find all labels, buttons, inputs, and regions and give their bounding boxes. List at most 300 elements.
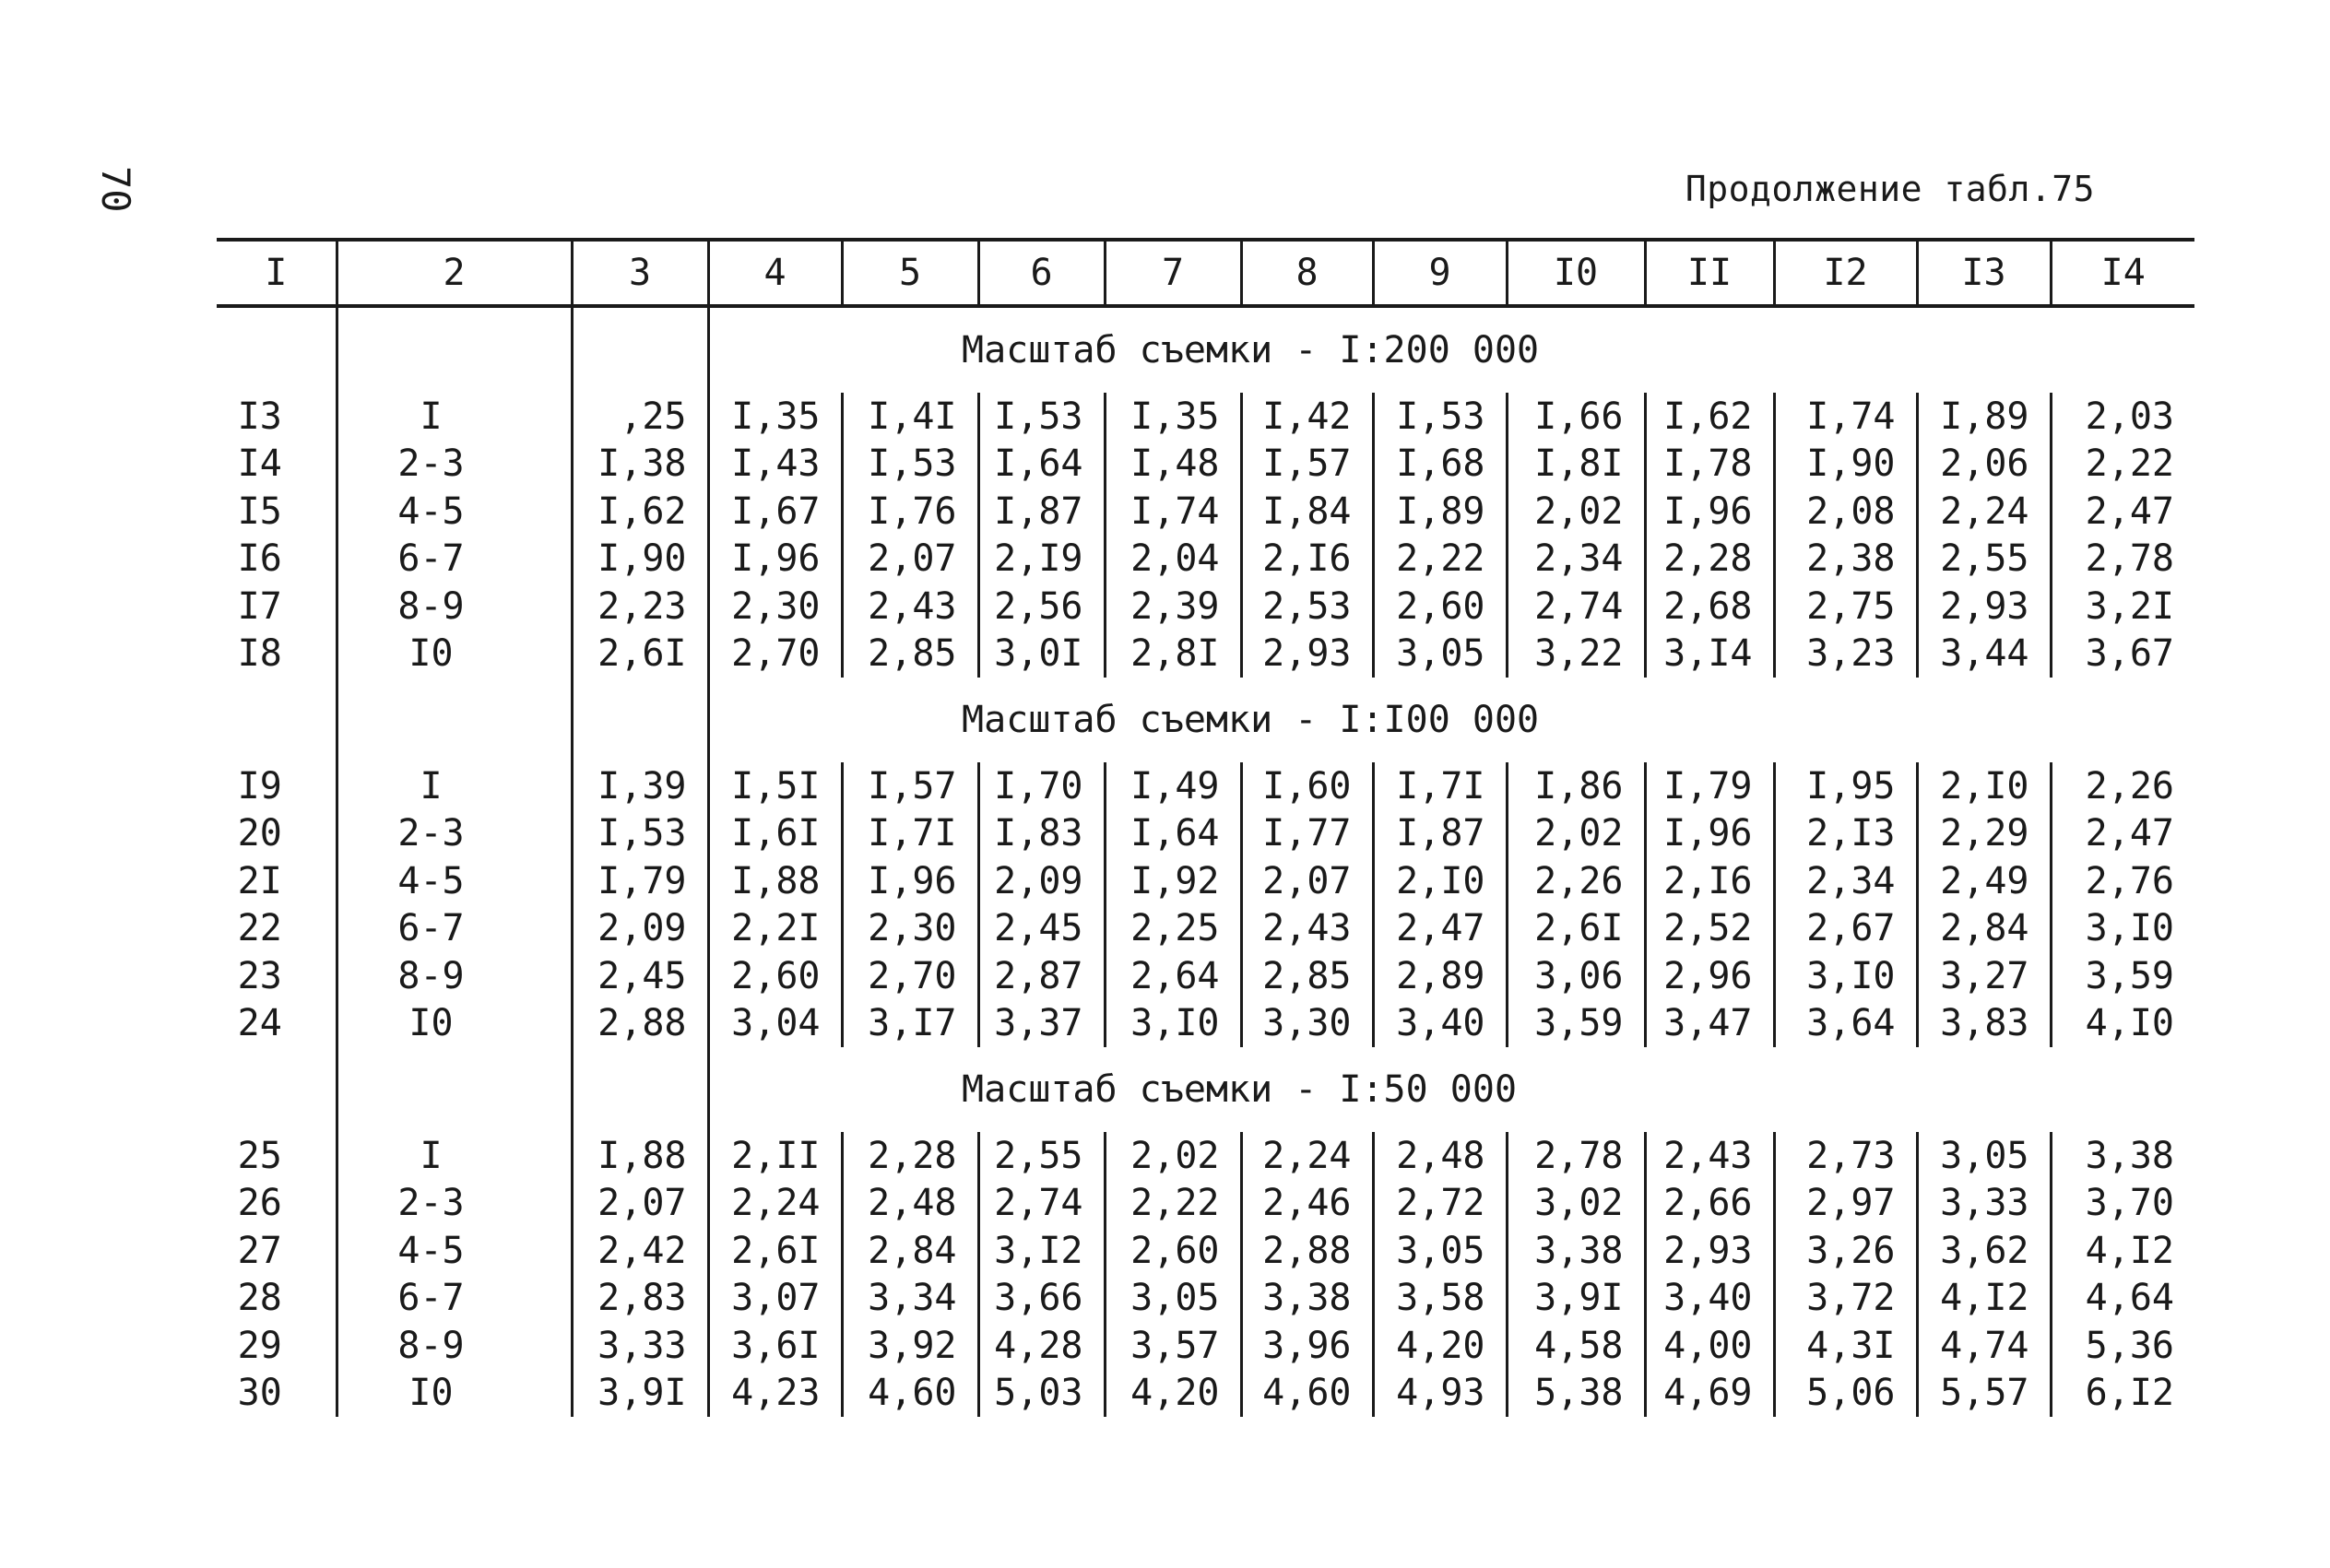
table-cell: 3,40 [1645, 1275, 1774, 1323]
table-caption: Продолжение табл.75 [1685, 169, 2095, 209]
table-cell: I6 [237, 537, 282, 581]
table-row [217, 1370, 2194, 1418]
table-cell: 26 [237, 1182, 282, 1225]
column-header-12: I2 [1774, 240, 1917, 306]
table-cell: 2,56 [978, 583, 1105, 631]
table-cell: I,76 [842, 488, 978, 536]
table-cell: 2,42 [572, 1227, 708, 1275]
table-cell: I,87 [1373, 810, 1507, 858]
table-cell: 2,09 [572, 905, 708, 953]
table-cell: 4,64 [2051, 1275, 2194, 1323]
table-cell: 3,92 [842, 1322, 978, 1370]
table-cell: 3,22 [1507, 631, 1645, 678]
table-row [217, 810, 2194, 858]
table-cell: 4,60 [842, 1370, 978, 1418]
table-cell: 4,20 [1373, 1322, 1507, 1370]
table-cell: 2,02 [1507, 488, 1645, 536]
table-cell: 2-3 [337, 810, 572, 858]
table-cell: I,92 [1105, 857, 1241, 905]
table-cell: 2,53 [1241, 583, 1373, 631]
table-cell: 2,73 [1774, 1132, 1917, 1180]
table-cell: 2,78 [1507, 1132, 1645, 1180]
table-cell: 4,I0 [2051, 1000, 2194, 1048]
table-cell: I,49 [1105, 762, 1241, 810]
table-cell: 3,40 [1373, 1000, 1507, 1048]
table-cell: I4 [237, 442, 282, 486]
table-cell: I,42 [1241, 393, 1373, 441]
table-cell: 2,70 [708, 631, 842, 678]
table-cell: 2,60 [1105, 1227, 1241, 1275]
table-row [217, 536, 2194, 584]
table-cell: I,8I [1507, 441, 1645, 489]
table-cell: 3,I0 [2051, 905, 2194, 953]
table-cell: 8-9 [337, 583, 572, 631]
table-cell: 2,I6 [1241, 536, 1373, 584]
table-cell: I,89 [1917, 393, 2051, 441]
table-cell: 5,57 [1917, 1370, 2051, 1418]
table-cell: I,79 [572, 857, 708, 905]
section-spacer-cell [337, 306, 572, 393]
table-cell: I,68 [1373, 441, 1507, 489]
table-body [217, 306, 2194, 1417]
table-cell: 2,48 [842, 1180, 978, 1228]
column-header-2: 2 [337, 240, 572, 306]
table-cell: 20 [237, 812, 282, 855]
table-cell: 2,76 [2051, 857, 2194, 905]
table-cell: I,96 [708, 536, 842, 584]
table-cell: 3,44 [1917, 631, 2051, 678]
section-spacer-cell [708, 678, 842, 762]
table-cell: 5,38 [1507, 1370, 1645, 1418]
table-cell: 2,84 [842, 1227, 978, 1275]
column-header-1: I [265, 252, 288, 294]
table-cell: 3,I0 [1105, 1000, 1241, 1048]
table-cell: ,25 [572, 393, 708, 441]
table-cell: 2,89 [1373, 952, 1507, 1000]
data-table [217, 238, 2194, 1417]
table-row [217, 393, 2194, 441]
table-cell: 3,37 [978, 1000, 1105, 1048]
table-cell: I,62 [1645, 393, 1774, 441]
table-cell: I,7I [1373, 762, 1507, 810]
table-cell: 2,43 [1645, 1132, 1774, 1180]
table-cell: 3,9I [572, 1370, 708, 1418]
table-cell: 4,I2 [2051, 1227, 2194, 1275]
table-cell: I5 [237, 489, 282, 533]
table-cell: 3,59 [2051, 952, 2194, 1000]
table-cell: 28 [237, 1277, 282, 1320]
table-cell: I,35 [1105, 393, 1241, 441]
table-cell: I,6I [708, 810, 842, 858]
table-cell: I,95 [1774, 762, 1917, 810]
table-cell: I,84 [1241, 488, 1373, 536]
table-cell: 2,70 [842, 952, 978, 1000]
column-header-8: 8 [1241, 240, 1373, 306]
table-cell: I,43 [708, 441, 842, 489]
table-cell: 4,23 [708, 1370, 842, 1418]
table-cell: 3,70 [2051, 1180, 2194, 1228]
table-cell: 2,43 [842, 583, 978, 631]
table-cell: I,53 [978, 393, 1105, 441]
table-row [217, 631, 2194, 678]
section-title: Масштаб съемки - I:I00 000 [962, 699, 1540, 741]
table-cell: I [337, 393, 572, 441]
table-cell: 2,07 [842, 536, 978, 584]
table-cell: 3,04 [708, 1000, 842, 1048]
table-cell: I,83 [978, 810, 1105, 858]
table-cell: 3,47 [1645, 1000, 1774, 1048]
table-cell: 2,93 [1241, 631, 1373, 678]
table-cell: 2,34 [1507, 536, 1645, 584]
table-cell: 2,06 [1917, 441, 2051, 489]
table-cell: 2,75 [1774, 583, 1917, 631]
section-spacer-cell [572, 306, 708, 393]
table-cell: 2,43 [1241, 905, 1373, 953]
table-cell: 3,07 [708, 1275, 842, 1323]
table-cell: 2,96 [1645, 952, 1774, 1000]
table-cell: 2,2I [708, 905, 842, 953]
table-cell: 29 [237, 1324, 282, 1367]
table-cell: 3,05 [1373, 631, 1507, 678]
section-spacer-cell [572, 678, 708, 762]
table-cell: 2I [237, 859, 282, 902]
table-cell: I,96 [842, 857, 978, 905]
table-cell: 2,6I [1507, 905, 1645, 953]
table-row [217, 952, 2194, 1000]
table-cell: I,78 [1645, 441, 1774, 489]
table-cell: 2,24 [1917, 488, 2051, 536]
table-cell: 6-7 [337, 536, 572, 584]
section-title: Масштаб съемки - I:200 000 [962, 329, 1540, 371]
table-cell: 4-5 [337, 488, 572, 536]
table-cell: I7 [237, 584, 282, 628]
table-cell: 6-7 [337, 905, 572, 953]
table-cell: 4,60 [1241, 1370, 1373, 1418]
table-cell: 2,55 [1917, 536, 2051, 584]
table-cell: 2,22 [1373, 536, 1507, 584]
table-cell: 2,48 [1373, 1132, 1507, 1180]
section-title: Масштаб съемки - I:50 000 [962, 1068, 1518, 1111]
table-cell: 2,26 [2051, 762, 2194, 810]
table-cell: 2,68 [1645, 583, 1774, 631]
table-cell: 2,74 [978, 1180, 1105, 1228]
table-cell: 2,47 [2051, 488, 2194, 536]
table-cell: I,86 [1507, 762, 1645, 810]
table-header [217, 240, 2194, 306]
table-cell: I,53 [572, 810, 708, 858]
section-spacer-cell [708, 306, 842, 393]
table-cell: I,90 [572, 536, 708, 584]
table-cell: 4,I2 [1917, 1275, 2051, 1323]
table-cell: 2,46 [1241, 1180, 1373, 1228]
table-cell: 2,I6 [1645, 857, 1774, 905]
section-spacer-cell [572, 1047, 708, 1132]
table-cell: 2,I3 [1774, 810, 1917, 858]
table-cell: 5,06 [1774, 1370, 1917, 1418]
table-cell: 2,47 [1373, 905, 1507, 953]
table-cell: 3,59 [1507, 1000, 1645, 1048]
table-cell: I0 [337, 1000, 572, 1048]
section-heading-row [217, 678, 2194, 762]
table-row [217, 441, 2194, 489]
table-row [217, 762, 2194, 810]
table-cell: 2,45 [978, 905, 1105, 953]
table-cell: 2,64 [1105, 952, 1241, 1000]
table-row [217, 857, 2194, 905]
table-cell: I,53 [1373, 393, 1507, 441]
table-cell: 2,II [708, 1132, 842, 1180]
table-cell: 6-7 [337, 1275, 572, 1323]
table-cell: 3,64 [1774, 1000, 1917, 1048]
table-cell: 2,49 [1917, 857, 2051, 905]
table-cell: 3,I2 [978, 1227, 1105, 1275]
table-cell: I,88 [572, 1132, 708, 1180]
data-table-container [217, 238, 2194, 1417]
table-cell: 3,05 [1917, 1132, 2051, 1180]
table-cell: I,57 [842, 762, 978, 810]
table-cell: 4,28 [978, 1322, 1105, 1370]
table-cell: 23 [237, 954, 282, 997]
table-cell: 5,36 [2051, 1322, 2194, 1370]
table-cell: I,74 [1105, 488, 1241, 536]
table-cell: 2,I0 [1917, 762, 2051, 810]
section-spacer-cell [217, 1047, 337, 1132]
column-header-9: 9 [1373, 240, 1507, 306]
section-spacer-cell [337, 1047, 572, 1132]
table-cell: 3,I4 [1645, 631, 1774, 678]
table-cell: 4-5 [337, 857, 572, 905]
table-cell: 2,07 [572, 1180, 708, 1228]
table-cell: 2,93 [1917, 583, 2051, 631]
table-row [217, 1227, 2194, 1275]
table-cell: 3,05 [1105, 1275, 1241, 1323]
table-cell: 2,88 [1241, 1227, 1373, 1275]
table-cell: 3,0I [978, 631, 1105, 678]
table-cell: 2,23 [572, 583, 708, 631]
table-cell: 3,27 [1917, 952, 2051, 1000]
table-cell: I0 [337, 1370, 572, 1418]
table-row [217, 905, 2194, 953]
table-cell: I,7I [842, 810, 978, 858]
table-cell: 2,93 [1645, 1227, 1774, 1275]
table-cell: 2,6I [572, 631, 708, 678]
table-cell: 3,38 [1241, 1275, 1373, 1323]
table-cell: I,96 [1645, 488, 1774, 536]
section-spacer-cell [217, 678, 337, 762]
table-cell: 3,58 [1373, 1275, 1507, 1323]
table-cell: 8-9 [337, 1322, 572, 1370]
column-header-14: I4 [2051, 240, 2194, 306]
table-cell: 4,58 [1507, 1322, 1645, 1370]
table-cell: 2,28 [1645, 536, 1774, 584]
table-cell: 3,67 [2051, 631, 2194, 678]
table-cell: I,89 [1373, 488, 1507, 536]
table-cell: I3 [237, 395, 282, 438]
table-cell: 4,74 [1917, 1322, 2051, 1370]
column-header-5: 5 [842, 240, 978, 306]
table-row [217, 1132, 2194, 1180]
table-cell: 2,22 [1105, 1180, 1241, 1228]
table-cell: 4,20 [1105, 1370, 1241, 1418]
table-cell: I0 [337, 631, 572, 678]
table-cell: 2,83 [572, 1275, 708, 1323]
table-cell: 25 [237, 1134, 282, 1177]
table-cell: 3,23 [1774, 631, 1917, 678]
table-cell: I,87 [978, 488, 1105, 536]
table-cell: I,62 [572, 488, 708, 536]
table-cell: 2,03 [2051, 393, 2194, 441]
table-cell: 2,84 [1917, 905, 2051, 953]
table-cell: 2,78 [2051, 536, 2194, 584]
table-cell: 6,I2 [2051, 1370, 2194, 1418]
table-cell: 3,66 [978, 1275, 1105, 1323]
table-row [217, 1000, 2194, 1048]
table-cell: I,90 [1774, 441, 1917, 489]
table-cell: 2,60 [708, 952, 842, 1000]
table-cell: 2,85 [1241, 952, 1373, 1000]
table-row [217, 1180, 2194, 1228]
table-cell: 2,66 [1645, 1180, 1774, 1228]
table-row [217, 1275, 2194, 1323]
table-cell: I,53 [842, 441, 978, 489]
table-cell: I,60 [1241, 762, 1373, 810]
table-cell: 4,93 [1373, 1370, 1507, 1418]
table-cell: 2,34 [1774, 857, 1917, 905]
table-cell: 3,83 [1917, 1000, 2051, 1048]
table-cell: 3,9I [1507, 1275, 1645, 1323]
table-cell: 3,06 [1507, 952, 1645, 1000]
section-spacer-cell [708, 1047, 842, 1132]
table-cell: 2,02 [1507, 810, 1645, 858]
table-cell: 2,72 [1373, 1180, 1507, 1228]
column-header-4: 4 [708, 240, 842, 306]
table-cell: 3,57 [1105, 1322, 1241, 1370]
table-cell: 3,30 [1241, 1000, 1373, 1048]
section-spacer-cell [217, 306, 337, 393]
table-cell: 3,26 [1774, 1227, 1917, 1275]
column-header-13: I3 [1917, 240, 2051, 306]
table-cell: 4-5 [337, 1227, 572, 1275]
column-header-3: 3 [572, 240, 708, 306]
table-cell: I [337, 1132, 572, 1180]
table-cell: 5,03 [978, 1370, 1105, 1418]
table-cell: 2,87 [978, 952, 1105, 1000]
table-cell: 3,62 [1917, 1227, 2051, 1275]
table-cell: 2-3 [337, 1180, 572, 1228]
table-cell: I,5I [708, 762, 842, 810]
table-cell: 2,29 [1917, 810, 2051, 858]
table-cell: 2,30 [708, 583, 842, 631]
table-cell: 2,55 [978, 1132, 1105, 1180]
table-cell: 2,24 [1241, 1132, 1373, 1180]
table-cell: 2,22 [2051, 441, 2194, 489]
table-cell: 2,85 [842, 631, 978, 678]
section-heading-row [217, 306, 2194, 393]
table-cell: I,64 [1105, 810, 1241, 858]
table-cell: I,48 [1105, 441, 1241, 489]
table-cell: I,38 [572, 441, 708, 489]
column-header-7: 7 [1105, 240, 1241, 306]
table-cell: 8-9 [337, 952, 572, 1000]
table-cell: 2,07 [1241, 857, 1373, 905]
table-cell: 3,38 [2051, 1132, 2194, 1180]
table-cell: 2,47 [2051, 810, 2194, 858]
table-cell: 3,02 [1507, 1180, 1645, 1228]
table-cell: 30 [237, 1372, 282, 1415]
table-cell: 2,88 [572, 1000, 708, 1048]
table-cell: I9 [237, 764, 282, 808]
page-number: 70 [93, 166, 138, 213]
table-cell: 3,96 [1241, 1322, 1373, 1370]
table-cell: 3,38 [1507, 1227, 1645, 1275]
table-cell: I,39 [572, 762, 708, 810]
table-cell: 2,39 [1105, 583, 1241, 631]
table-cell: I,77 [1241, 810, 1373, 858]
table-row [217, 1322, 2194, 1370]
table-cell: 2,02 [1105, 1132, 1241, 1180]
table-row [217, 583, 2194, 631]
table-cell: 4,3I [1774, 1322, 1917, 1370]
table-cell: 2,08 [1774, 488, 1917, 536]
section-heading-row [217, 1047, 2194, 1132]
table-cell: 2,04 [1105, 536, 1241, 584]
table-cell: 4,00 [1645, 1322, 1774, 1370]
table-cell: 22 [237, 907, 282, 950]
table-cell: I,70 [978, 762, 1105, 810]
section-spacer-cell [337, 678, 572, 762]
table-cell: 3,33 [1917, 1180, 2051, 1228]
table-cell: 3,6I [708, 1322, 842, 1370]
table-cell: 2,25 [1105, 905, 1241, 953]
table-cell: 2,24 [708, 1180, 842, 1228]
table-cell: 3,2I [2051, 583, 2194, 631]
table-cell: 2,67 [1774, 905, 1917, 953]
table-cell: 3,72 [1774, 1275, 1917, 1323]
table-cell: 3,05 [1373, 1227, 1507, 1275]
header-row [217, 240, 2194, 306]
column-header-6: 6 [978, 240, 1105, 306]
table-row [217, 488, 2194, 536]
table-cell: 2,45 [572, 952, 708, 1000]
table-cell: I,4I [842, 393, 978, 441]
table-cell: 2,30 [842, 905, 978, 953]
table-cell: 2,6I [708, 1227, 842, 1275]
table-cell: 2,26 [1507, 857, 1645, 905]
table-cell: I,88 [708, 857, 842, 905]
table-cell: 27 [237, 1229, 282, 1272]
table-cell: 2,97 [1774, 1180, 1917, 1228]
table-cell: 2,74 [1507, 583, 1645, 631]
table-cell: 3,33 [572, 1322, 708, 1370]
table-cell: I,79 [1645, 762, 1774, 810]
table-cell: 24 [237, 1002, 282, 1045]
table-cell: 2,I0 [1373, 857, 1507, 905]
table-cell: I,35 [708, 393, 842, 441]
table-cell: I,66 [1507, 393, 1645, 441]
column-header-11: II [1645, 240, 1774, 306]
table-cell: I,57 [1241, 441, 1373, 489]
table-cell: 3,34 [842, 1275, 978, 1323]
table-cell: 2,09 [978, 857, 1105, 905]
table-cell: 2-3 [337, 441, 572, 489]
table-cell: 2,8I [1105, 631, 1241, 678]
table-cell: 3,I0 [1774, 952, 1917, 1000]
table-cell: I,74 [1774, 393, 1917, 441]
table-cell: 2,38 [1774, 536, 1917, 584]
table-cell: I [337, 762, 572, 810]
table-cell: 2,I9 [978, 536, 1105, 584]
table-cell: I,96 [1645, 810, 1774, 858]
